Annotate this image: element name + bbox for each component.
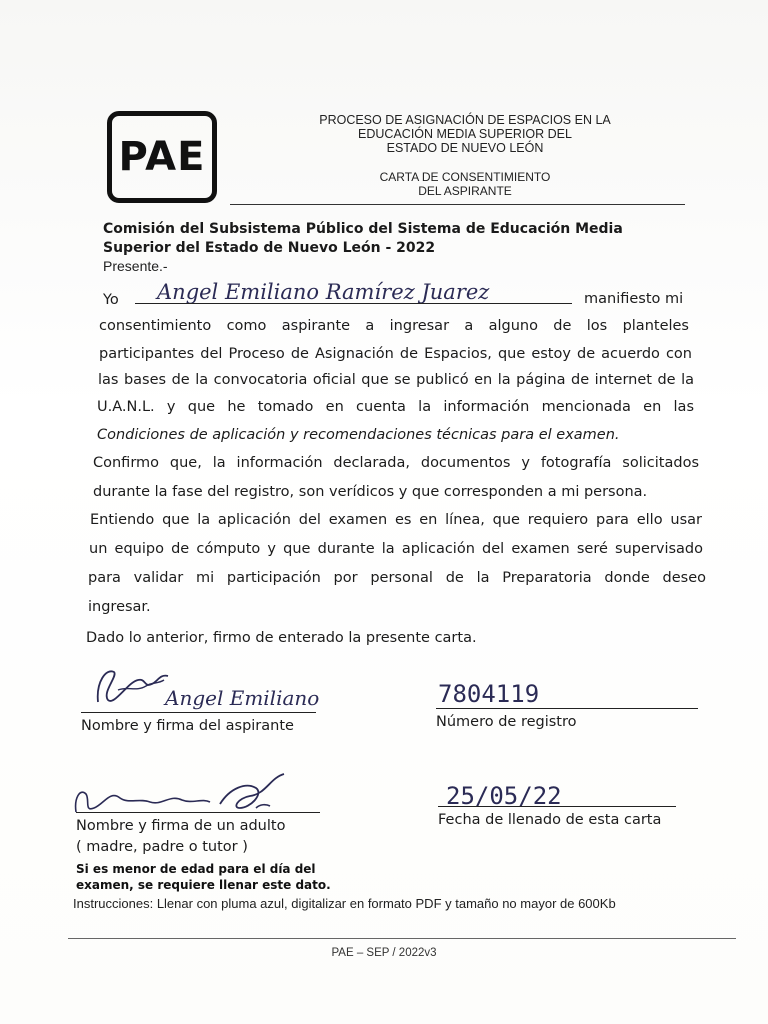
guardian-label: Nombre y firma de un adulto bbox=[76, 818, 286, 834]
date-value: 25/05/22 bbox=[446, 782, 562, 810]
manifiesto-text: manifiesto mi bbox=[584, 291, 684, 307]
guardian-label-sub: ( madre, padre o tutor ) bbox=[76, 839, 248, 855]
registration-label: Número de registro bbox=[436, 714, 577, 730]
paragraph-italic: Condiciones de aplicación y recomendaciones técnicas para el examen. bbox=[97, 427, 620, 443]
guardian-signature-line bbox=[76, 812, 320, 813]
date-line bbox=[438, 806, 676, 807]
paragraph-line: consentimiento como aspirante a ingresar a alguno de los planteles bbox=[99, 318, 689, 334]
instructions: Instrucciones: Llenar con pluma azul, digitalizar en formato PDF y tamaño no mayor de 600Kb bbox=[73, 896, 616, 911]
paragraph-line: un equipo de cómputo y que durante la aplicación del examen seré supervisado bbox=[89, 541, 703, 557]
header-subtitle-line: CARTA DE CONSENTIMIENTO bbox=[379, 170, 551, 184]
registration-number-line bbox=[436, 708, 698, 709]
addressee-line: Superior del Estado de Nuevo León - 2022 bbox=[103, 240, 436, 256]
closing-line: Dado lo anterior, firmo de enterado la presente carta. bbox=[86, 630, 477, 646]
header-title bbox=[270, 113, 660, 155]
paragraph-line: U.A.N.L. y que he tomado en cuenta la información mencionada en las bbox=[97, 399, 694, 415]
header-title-line: PROCESO DE ASIGNACIÓN DE ESPACIOS EN LA bbox=[319, 113, 611, 127]
applicant-name-handwritten: Angel Emiliano Ramírez Juarez bbox=[157, 280, 490, 304]
greeting: Presente.- bbox=[103, 258, 168, 274]
date-label: Fecha de llenado de esta carta bbox=[438, 812, 662, 828]
footer-version: PAE – SEP / 2022v3 bbox=[331, 947, 437, 959]
footer-divider bbox=[68, 938, 736, 939]
addressee-line: Comisión del Subsistema Público del Sistema de Educación Media bbox=[103, 221, 623, 237]
registration-number-value: 7804119 bbox=[438, 680, 540, 708]
header-subtitle bbox=[330, 170, 600, 198]
applicant-name-line bbox=[135, 303, 572, 304]
addressee bbox=[103, 220, 703, 258]
header-title-line: EDUCACIÓN MEDIA SUPERIOR DEL bbox=[358, 127, 572, 141]
paragraph-line: durante la fase del registro, son verídicos y que corresponden a mi persona. bbox=[93, 484, 648, 500]
header-title-line: ESTADO DE NUEVO LEÓN bbox=[386, 141, 544, 155]
guardian-note-line: Si es menor de edad para el día del bbox=[76, 862, 316, 876]
yo-label: Yo bbox=[103, 292, 119, 308]
logo-text: PAE bbox=[118, 134, 206, 180]
paragraph-line: ingresar. bbox=[88, 599, 151, 615]
header-divider bbox=[230, 204, 685, 205]
pae-logo bbox=[107, 111, 217, 203]
applicant-signature-line bbox=[81, 712, 316, 713]
paragraph-line: Confirmo que, la información declarada, documentos y fotografía solicitados bbox=[93, 455, 699, 471]
applicant-label: Nombre y firma del aspirante bbox=[81, 718, 294, 734]
paragraph-line: para validar mi participación por personal de la Preparatoria donde deseo bbox=[88, 570, 706, 586]
guardian-note-line: examen, se requiere llenar este dato. bbox=[76, 878, 331, 892]
header-subtitle-line: DEL ASPIRANTE bbox=[418, 184, 512, 198]
paragraph-line: participantes del Proceso de Asignación de Espacios, que estoy de acuerdo con bbox=[99, 346, 692, 362]
applicant-signature-name: Angel Emiliano bbox=[165, 686, 320, 710]
paragraph-line: Entiendo que la aplicación del examen es en línea, que requiero para ello usar bbox=[90, 512, 702, 528]
guardian-note bbox=[76, 861, 331, 893]
paragraph-line: las bases de la convocatoria oficial que se publicó en la página de internet de la bbox=[98, 372, 694, 388]
